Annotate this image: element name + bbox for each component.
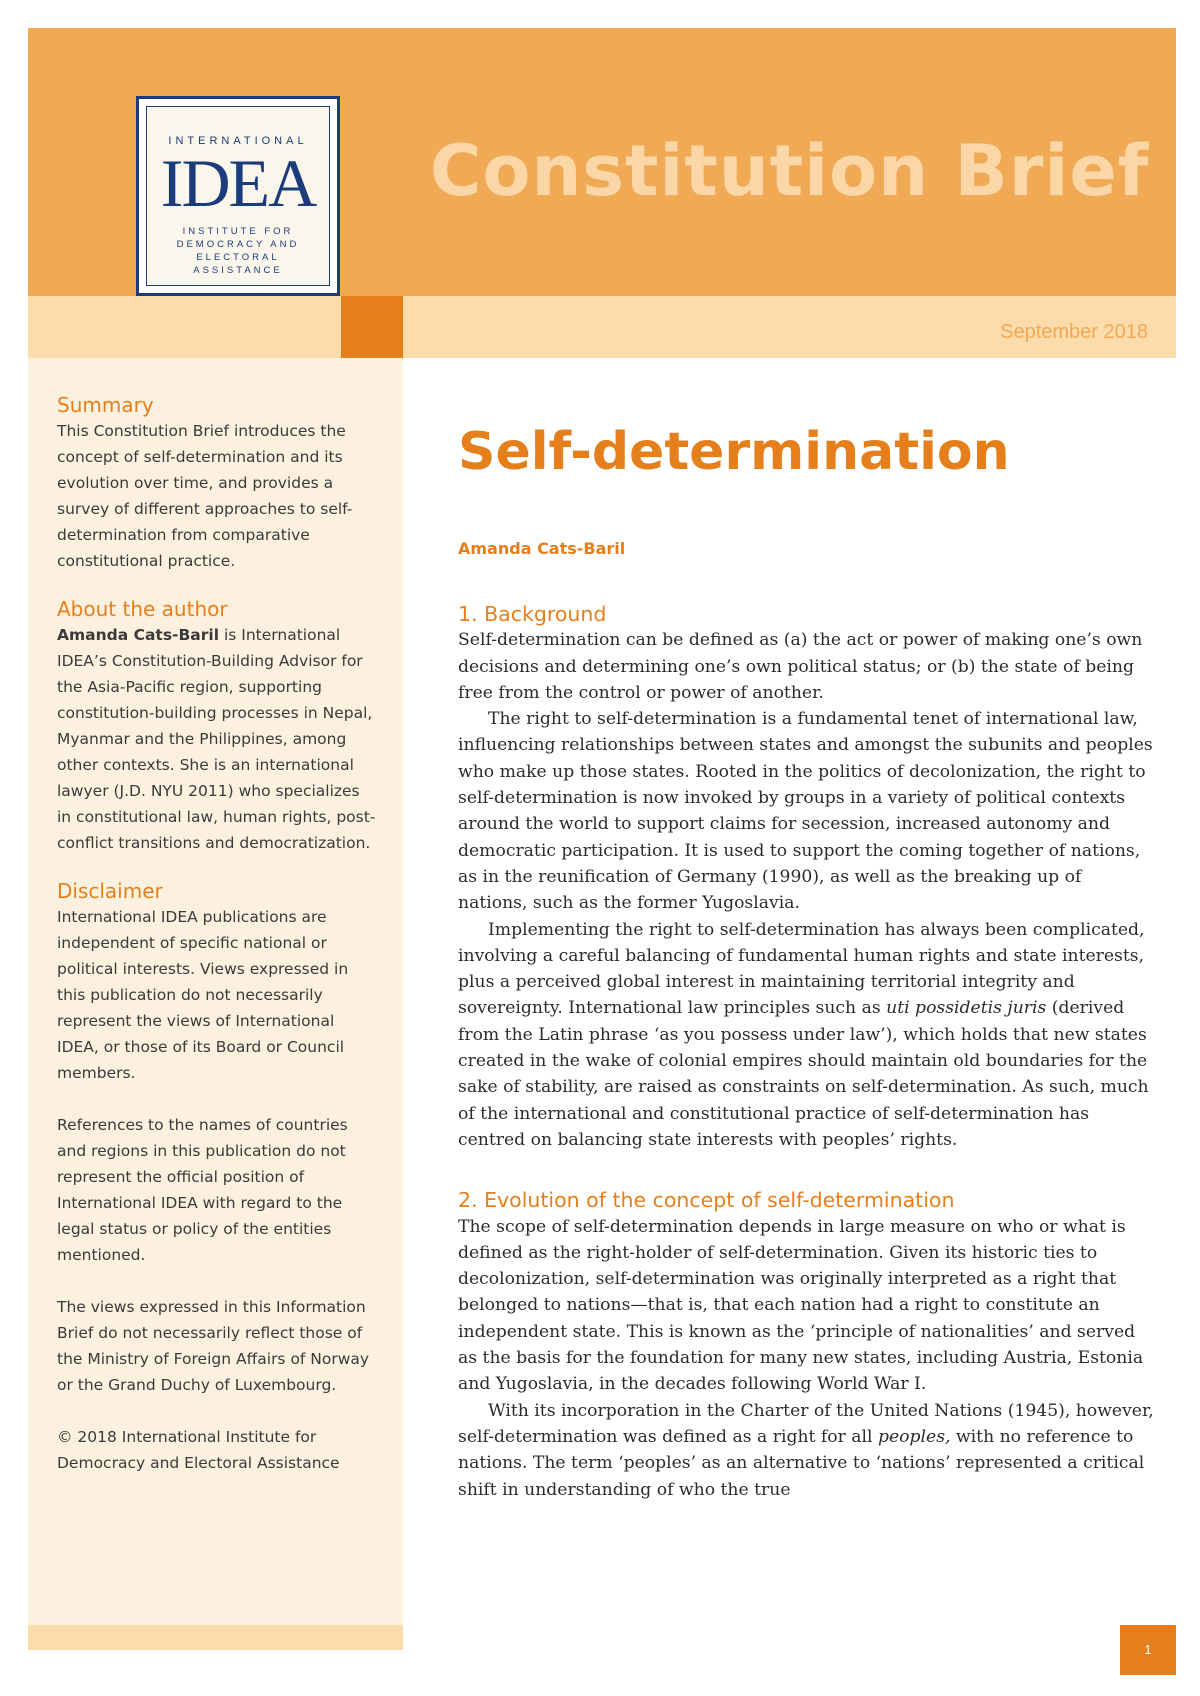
publication-date: September 2018 [1000,321,1148,343]
idea-logo [136,96,340,296]
section-1-paragraph-3 [458,917,1154,1154]
page-number: 1 [1120,1625,1176,1675]
series-title: Constitution Brief [430,130,1150,212]
logo-idea-wordmark: IDEA [160,145,316,221]
document-author: Amanda Cats-Baril [458,539,626,558]
disclaimer-heading: Disclaimer [57,879,163,903]
header-accent-square [341,296,403,358]
about-author-text [57,622,377,856]
section-2-paragraph-1: The scope of self-determination depends in large measure on who or what is defined as the right-holder of self-determination. Given its historic ties to decolonization, self-determination was originally interpreted as a right that belonged to nations—that is, that each nation had a right to constitute an independent state. This is known as the ‘principle of nationalities’ and served as the basis for the foundation for many new states, including Austria, Estonia and Yugoslavia, in the decades following World War I. [458,1216,1144,1395]
summary-heading: Summary [57,393,154,417]
idea-logo-inner [146,106,330,286]
summary-text: This Constitution Brief introduces the concept of self-determination and its evolution over time, and provides a survey of different approaches to self-determination from comparative constitutional practice. [57,422,353,570]
copyright-notice: © 2018 International Institute for Democracy and Electoral Assistance [57,1428,340,1472]
logo-tagline [147,225,329,277]
logo-international: INTERNATIONAL [168,135,308,147]
peoples-italic: peoples, [878,1426,951,1447]
disclaimer-paragraph-1: International IDEA publications are independent of specific national or political interests. Views expressed in this publication do not necessarily represent the views of International IDEA, or those of its Board or Council members. [57,908,349,1082]
disclaimer-paragraph-3: The views expressed in this Information Brief do not necessarily reflect those of the Ministry of Foreign Affairs of Norway or the Grand Duchy of Luxembourg. [57,1298,370,1394]
section-2-paragraph-2 [458,1398,1154,1503]
summary-section [57,392,377,574]
disclaimer-section [57,878,377,1476]
main-body [458,601,1154,1503]
header-subband-left [28,296,341,358]
logo-line-3: ELECTORAL [196,252,280,263]
logo-line-1: INSTITUTE FOR [182,226,294,237]
about-author-heading: About the author [57,597,228,621]
section-1-heading: 1. Background [458,602,607,626]
document-title: Self-determination [458,422,1010,482]
author-bio: is International IDEA’s Constitution-Building Advisor for the Asia-Pacific region, supporting constitution-building processes in Nepal, Myanmar and the Philippines, among other contexts. She is an international lawyer (J.D. NYU 2011) who specializes in constitutional law, human rights, post-conflict transitions and democratization. [57,626,376,852]
section-2-heading: 2. Evolution of the concept of self-determination [458,1188,955,1213]
author-name-bold: Amanda Cats-Baril [57,626,220,644]
logo-line-2: DEMOCRACY AND [176,239,300,250]
about-author-section [57,596,377,856]
sidebar-content [57,392,377,1498]
section-2-paragraph-2-end: with no reference to nations. The term ‘peoples’ as an alternative to ‘nations’ represented a critical shift in understanding of who the true [458,1426,1145,1500]
logo-line-4: ASSISTANCE [193,265,283,276]
section-2-paragraph-2-start: With its incorporation in the Charter of the United Nations (1945), however, self-determination was defined as a right for all [458,1400,1154,1447]
section-1-paragraph-1: Self-determination can be defined as (a) the act or power of making one’s own decisions and determining one’s own political status; or (b) the state of being free from the control or power of another. [458,630,1143,703]
latin-term: uti possidetis juris [886,998,1047,1019]
section-1-paragraph-2: The right to self-determination is a fundamental tenet of international law, influencing relationships between states and amongst the subunits and peoples who make up those states. Rooted in the politics of decolonization, the right to self-determination is now invoked by groups in a variety of political contexts around the world to support claims for secession, increased autonomy and democratic participation. It is used to support the coming together of nations, as in the reunification of Germany (1990), as well as the breaking up of nations, such as the former Yugoslavia. [458,709,1153,914]
sidebar-footer-band [28,1625,403,1650]
section-1-paragraph-3-start: Implementing the right to self-determination has always been complicated, involving a careful balancing of fundamental human rights and state interests, plus a perceived global interest in maintaining territorial integrity and sovereignty. International law principles such as [458,919,1145,1019]
disclaimer-paragraph-2: References to the names of countries and regions in this publication do not represent the official position of International IDEA with regard to the legal status or policy of the entities mentioned. [57,1116,348,1264]
section-1-paragraph-3-end: (derived from the Latin phrase ‘as you possess under law’), which holds that new states created in the wake of colonial empires should maintain old boundaries for the sake of stability, are raised as constraints on self-determination. As such, much of the international and constitutional practice of self-determination has centred on balancing state interests with peoples’ rights. [458,998,1149,1150]
